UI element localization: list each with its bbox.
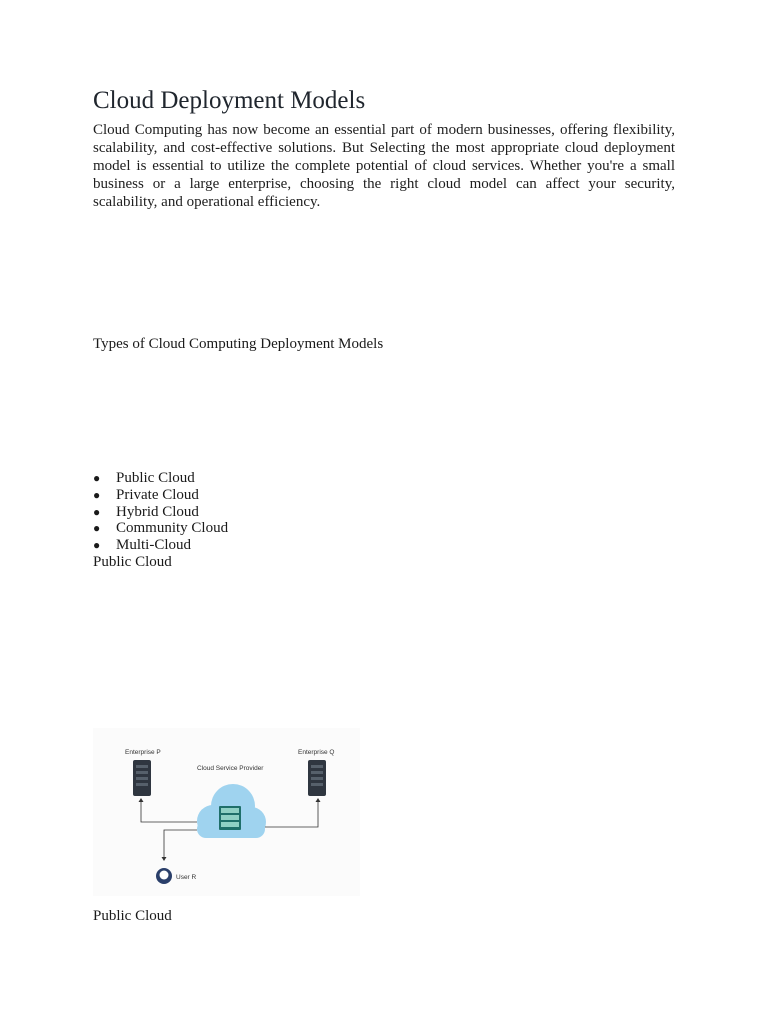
- deployment-types-list: [93, 470, 228, 554]
- intro-paragraph: Cloud Computing has now become an essential part of modern businesses, offering flexibility, scalability, and cost-effective solutions. But Selecting the most appropriate cloud deployment model is essential to utilize the complete potential of cloud services. Whether you're a small business or a large enterprise, choosing the right cloud model can affect your security, scalability, and operational efficiency.: [93, 122, 675, 210]
- public-cloud-label: Public Cloud: [93, 554, 172, 570]
- server-icon: [308, 760, 326, 796]
- arrow-up-icon: [316, 798, 321, 802]
- cloud-provider-label: Cloud Service Provider: [197, 765, 264, 772]
- page-title: Cloud Deployment Models: [93, 87, 366, 114]
- list-item: ● Hybrid Cloud: [93, 503, 199, 520]
- server-icon: [133, 760, 151, 796]
- list-item: ● Community Cloud: [93, 520, 229, 537]
- list-item: ● Public Cloud: [93, 470, 195, 486]
- enterprise-p-label: Enterprise P: [125, 749, 161, 756]
- bullet-icon: ●: [93, 487, 101, 502]
- enterprise-q-label: Enterprise Q: [298, 749, 335, 756]
- figure-caption: Public Cloud: [93, 908, 172, 924]
- types-heading: Types of Cloud Computing Deployment Models: [93, 336, 384, 352]
- public-cloud-diagram: [93, 728, 360, 896]
- arrow-down-icon: [162, 857, 167, 861]
- connector-line: [141, 800, 197, 822]
- user-r-label: User R: [176, 874, 197, 881]
- server-rack-icon: [219, 806, 241, 830]
- list-item: ● Multi-Cloud: [93, 537, 192, 554]
- user-icon: [156, 868, 172, 884]
- arrow-up-icon: [139, 798, 144, 802]
- bullet-icon: ●: [93, 504, 101, 519]
- connector-line: [164, 830, 197, 858]
- bullet-icon: ●: [93, 521, 101, 536]
- connector-line: [265, 800, 318, 827]
- bullet-icon: ●: [93, 538, 101, 553]
- bullet-icon: ●: [93, 471, 101, 485]
- list-item: ● Private Cloud: [93, 486, 199, 503]
